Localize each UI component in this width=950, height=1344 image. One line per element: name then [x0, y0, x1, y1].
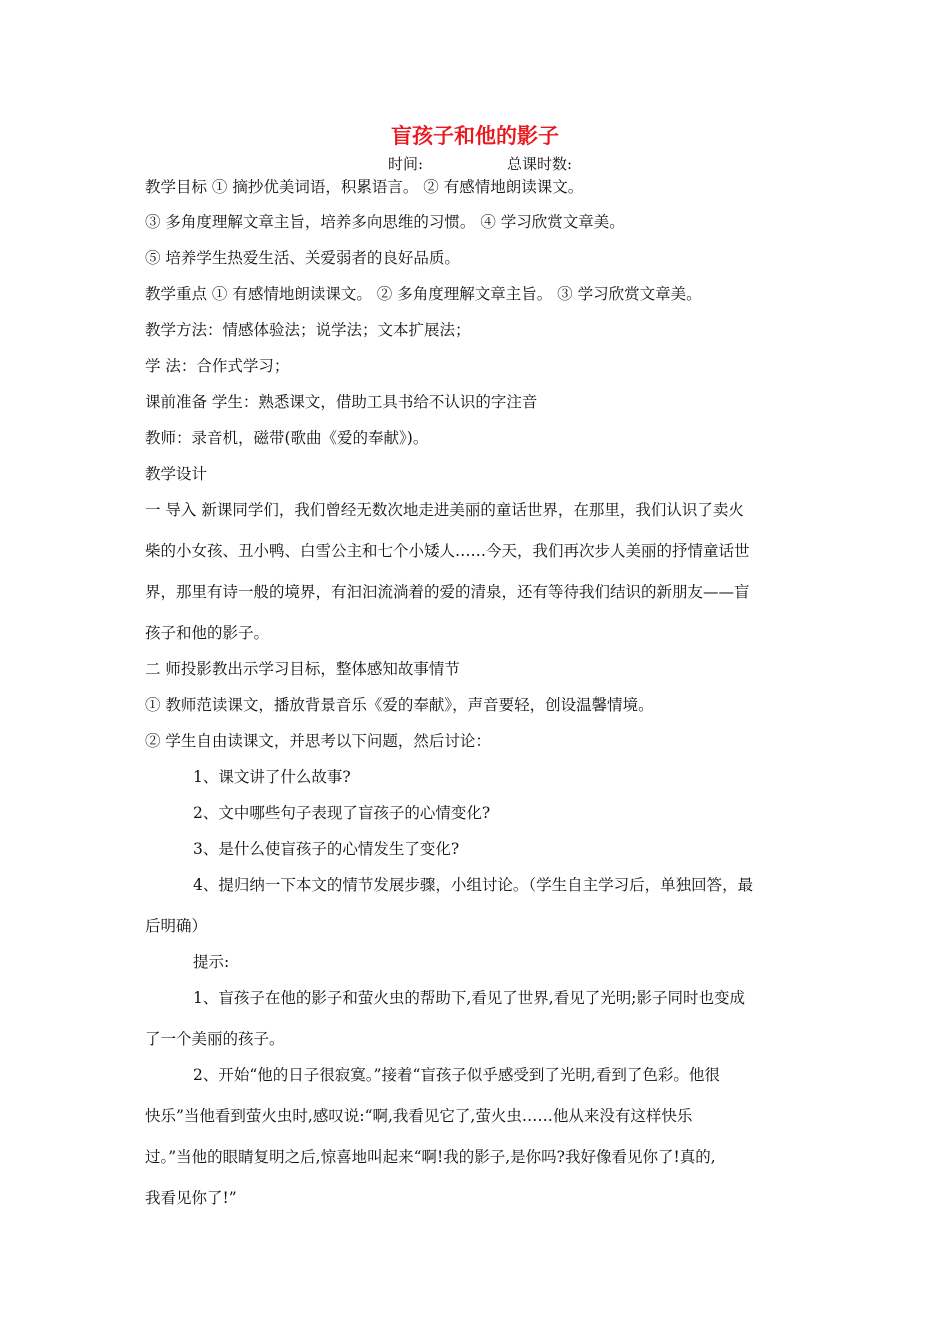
line-learning-methods: 学 法：合作式学习； [145, 357, 290, 375]
line-hint-1: 1、盲孩子在他的影子和萤火虫的帮助下,看见了世界,看见了光明;影子同时也变成 [193, 989, 745, 1007]
time-label: 时间: [388, 155, 424, 173]
line-hint-2-cont-1: 快乐”当他看到萤火虫时,感叹说:“啊,我看见它了,萤火虫……他从来没有这样快乐 [145, 1107, 693, 1125]
line-section-two: 二 师投影教出示学习目标，整体感知故事情节 [145, 660, 460, 678]
line-step-2: ② 学生自由读课文，并思考以下问题，然后讨论： [145, 732, 491, 750]
line-objective-5: ⑤ 培养学生热爱生活、关爱弱者的良好品质。 [145, 249, 460, 267]
line-teaching-methods: 教学方法：情感体验法；说学法；文本扩展法； [145, 321, 471, 339]
line-teaching-design: 教学设计 [145, 465, 208, 483]
line-intro-3: 界，那里有诗一般的境界，有汩汩流淌着的爱的清泉，还有等待我们结识的新朋友——盲 [145, 583, 750, 601]
line-hint-label: 提示: [193, 953, 230, 971]
line-hint-2-cont-2: 过。”当他的眼睛复明之后,惊喜地叫起来“啊!我的影子,是你吗?我好像看见你了!真的, [145, 1148, 716, 1166]
line-intro-1: 一 导入 新课同学们，我们曾经无数次地走进美丽的童话世界，在那里，我们认识了卖火 [145, 501, 744, 519]
line-key-points: 教学重点 ① 有感情地朗读课文。 ② 多角度理解文章主旨。 ③ 学习欣赏文章美。 [145, 285, 702, 303]
line-question-1: 1、课文讲了什么故事? [193, 768, 351, 786]
line-step-1: ① 教师范读课文，播放背景音乐《爱的奉献》，声音要轻，创设温馨情境。 [145, 696, 654, 714]
line-preparation-teacher: 教师：录音机，磁带(歌曲《爱的奉献》)。 [145, 429, 429, 447]
line-question-3: 3、是什么使盲孩子的心情发生了变化? [193, 840, 460, 858]
line-preparation-students: 课前准备 学生：熟悉课文，借助工具书给不认识的字注音 [145, 393, 538, 411]
line-hint-2: 2、开始“他的日子很寂寞。”接着“盲孩子似乎感受到了光明,看到了色彩。他很 [193, 1066, 720, 1084]
line-question-2: 2、文中哪些句子表现了盲孩子的心情变化? [193, 804, 491, 822]
document-title: 盲孩子和他的影子 [391, 124, 559, 148]
line-hint-2-cont-3: 我看见你了!” [145, 1189, 237, 1207]
line-question-4-cont: 后明确） [145, 917, 208, 935]
line-objectives: 教学目标 ① 摘抄优美词语，积累语言。 ② 有感情地朗读课文。 [145, 178, 584, 196]
total-hours-label: 总课时数: [507, 155, 573, 173]
line-intro-2: 柴的小女孩、丑小鸭、白雪公主和七个小矮人……今天，我们再次步人美丽的抒情童话世 [145, 542, 750, 560]
line-question-4: 4、提归纳一下本文的情节发展步骤，小组讨论。（学生自主学习后，单独回答，最 [193, 876, 754, 894]
line-hint-1-cont: 了一个美丽的孩子。 [145, 1030, 285, 1048]
line-objective-3-4: ③ 多角度理解文章主旨，培养多向思维的习惯。 ④ 学习欣赏文章美。 [145, 213, 625, 231]
line-intro-4: 孩子和他的影子。 [145, 624, 270, 642]
